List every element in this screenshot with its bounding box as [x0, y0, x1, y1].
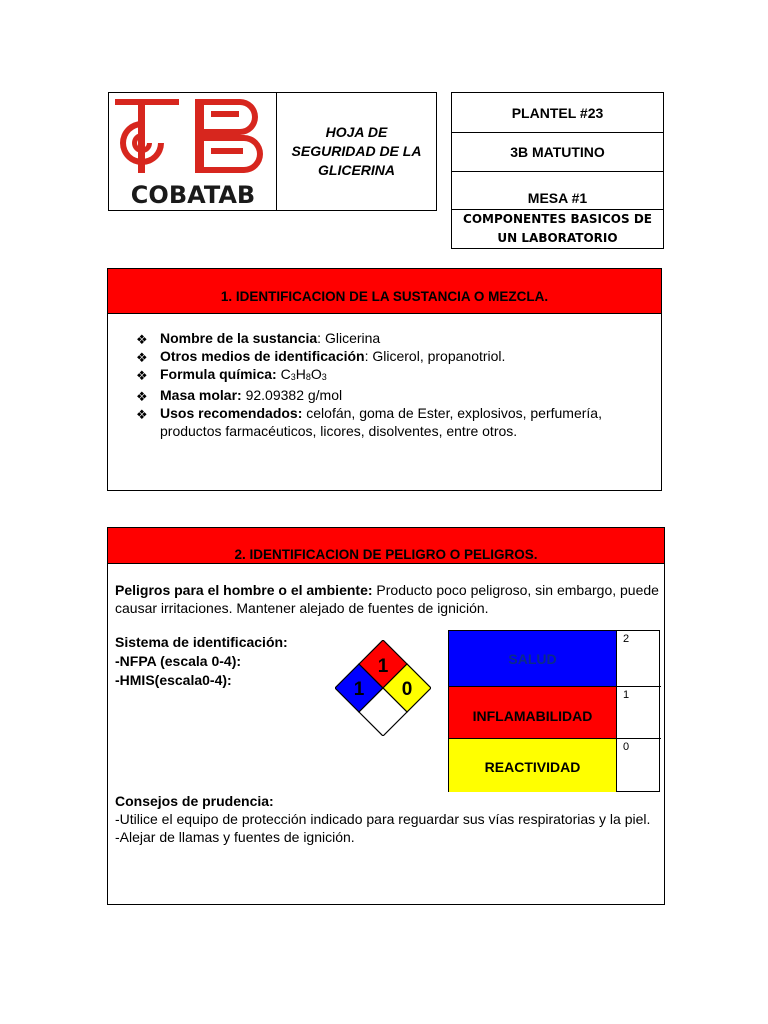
diamond-bullet-icon: ❖	[136, 389, 148, 404]
grupo-cell: 3B MATUTINO	[452, 133, 663, 172]
sistema-identificacion: Sistema de identificación: -NFPA (escala 0-4): -HMIS(escala0-4):	[115, 634, 288, 688]
hmis-inflamabilidad-value: 1	[616, 687, 661, 739]
nfpa-reactivity-value: 0	[401, 679, 413, 700]
hmis-inflamabilidad-label: INFLAMABILIDAD	[449, 687, 616, 739]
list-item: ❖ Formula química: $C_3H_8O_3$	[136, 366, 327, 383]
hmis-table	[448, 630, 660, 792]
list-item: ❖ Masa molar: 92.09382 g/mol	[136, 387, 343, 404]
mesa-cell: MESA #1	[452, 172, 663, 210]
componentes-cell: COMPONENTES BASICOS DE UN LABORATORIO	[463, 212, 652, 245]
nfpa-diamond	[335, 640, 431, 736]
logo-text: COBATAB	[130, 181, 256, 209]
hmis-salud-value: 2	[616, 631, 661, 687]
diamond-bullet-icon: ❖	[136, 368, 148, 383]
hmis-salud-label: SALUD	[449, 631, 616, 687]
cobatab-logo	[109, 93, 277, 211]
list-item: ❖ Usos recomendados: celofán, goma de Ester, explosivos, perfumería, productos farmacéuticos, licores, disolventes, entre otros.	[136, 405, 602, 439]
section-2-heading: 2. IDENTIFICACION DE PELIGRO O PELIGROS.	[108, 528, 664, 564]
section-1-heading: 1. IDENTIFICACION DE LA SUSTANCIA O MEZCLA.	[108, 269, 661, 314]
list-item: ❖ Otros medios de identificación: Glicerol, propanotriol.	[136, 348, 506, 365]
plantel-cell: PLANTEL #23	[452, 93, 663, 133]
hmis-reactividad-value: 0	[616, 739, 661, 792]
info-table	[451, 92, 664, 249]
section-identificacion	[107, 268, 662, 491]
peligros-paragraph: Peligros para el hombre o el ambiente: Producto poco peligroso, sin embargo, puede causar irritaciones. Mantener alejado de fuentes de ignición.	[115, 582, 659, 616]
document-title: HOJA DE SEGURIDAD DE LA GLICERINA	[276, 92, 437, 211]
consejos-prudencia: Consejos de prudencia: -Utilice el equipo de protección indicado para reguardar sus vías respiratorias y la piel. -Alejar de llamas y fuentes de ignición.	[115, 793, 651, 845]
nfpa-flammability-value: 1	[377, 656, 389, 677]
diamond-bullet-icon: ❖	[136, 350, 148, 365]
diamond-bullet-icon: ❖	[136, 407, 148, 422]
list-item: ❖ Nombre de la sustancia: Glicerina	[136, 330, 381, 347]
diamond-bullet-icon: ❖	[136, 332, 148, 347]
logo-cell	[108, 92, 277, 211]
nfpa-health-value: 1	[353, 679, 365, 700]
chemical-formula: $C_3H_8O_3$	[280, 366, 327, 382]
hmis-reactividad-label: REACTIVIDAD	[449, 739, 616, 792]
substance-info-list	[134, 329, 649, 440]
